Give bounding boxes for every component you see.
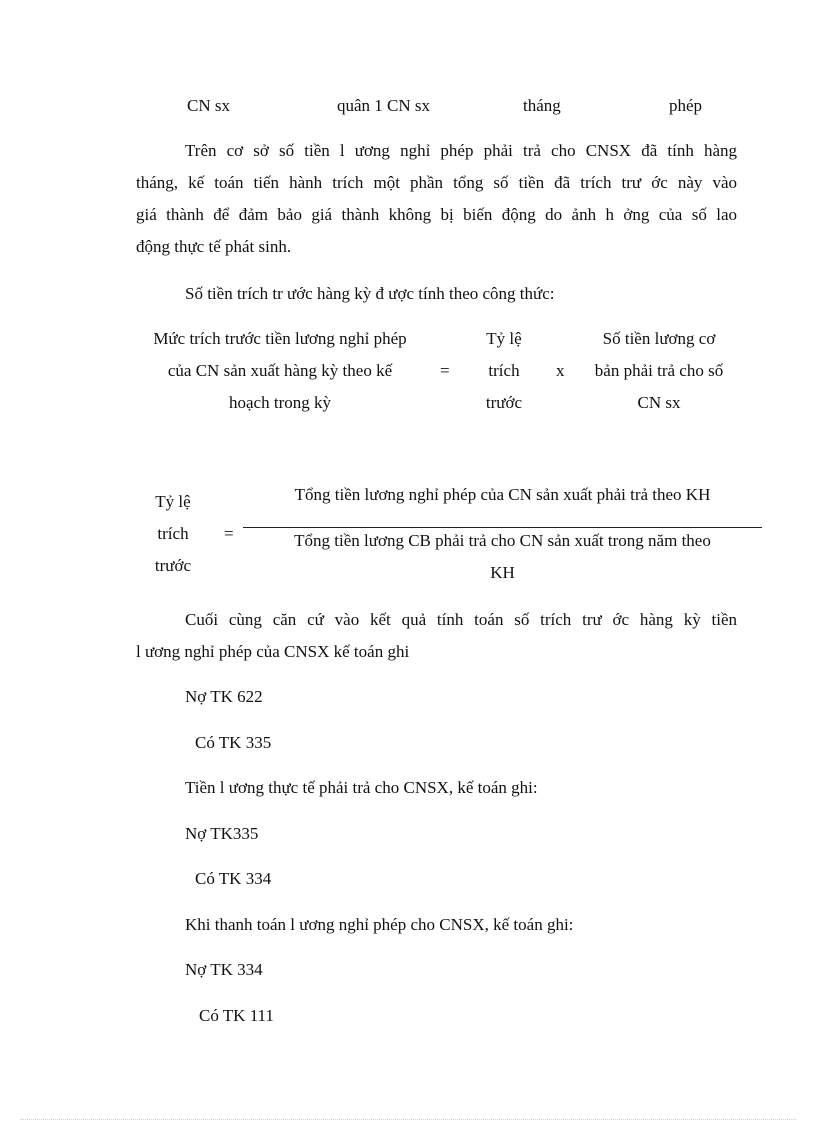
formula1-rate-line: Tỷ lệ — [486, 329, 522, 348]
formula2-left-line: Tỷ lệ — [155, 492, 191, 511]
formula1-equals-sign: = — [440, 361, 450, 380]
paragraph-line: l ương nghỉ phép của CNSX kế toán ghi — [136, 642, 410, 661]
formula-intro-text: Số tiền trích tr ước hàng kỳ đ ược tính theo công thức: — [185, 284, 555, 303]
formula1-left-line: của CN sản xuất hàng kỳ theo kế — [167, 361, 393, 380]
paragraph-conclusion — [136, 604, 737, 668]
entry-description: Tiền l ương thực tế phải trả cho CNSX, kế toán ghi: — [185, 778, 538, 797]
entry-credit-335: Có TK 335 — [195, 733, 272, 752]
formula1-left-line: Mức trích trước tiền lương nghỉ phép — [153, 329, 407, 348]
formula1-times-sign: x — [556, 361, 565, 380]
formula1-rate-line: trích — [488, 361, 520, 380]
formula1-right-line: bản phải trả cho số — [594, 361, 724, 380]
header-cell-phep: phép — [669, 96, 703, 115]
fraction-bar — [243, 527, 762, 528]
page-bottom-rule — [20, 1119, 796, 1120]
paragraph-line: tháng, kế toán tiến hành trích một phần tổng số tiền đã trích trư ớc này vào — [136, 173, 737, 192]
formula2-numerator: Tổng tiền lương nghỉ phép của CN sản xuất phải trả theo KH — [294, 485, 711, 504]
paragraph-line: Trên cơ sở số tiền l ương nghỉ phép phải trả cho CNSX đã tính hàng — [185, 141, 737, 160]
paragraph-line: giá thành để đảm bảo giá thành không bị biến động do ảnh h ởng của số lao — [136, 205, 737, 224]
formula1-left-line: hoạch trong kỳ — [229, 393, 331, 412]
formula2-left-line: trích — [157, 524, 189, 543]
entry-credit-334: Có TK 334 — [195, 869, 272, 888]
formula2-left-line: trước — [154, 556, 192, 575]
paragraph-line: Cuối cùng căn cứ vào kết quả tính toán số trích trư ớc hàng kỳ tiền — [185, 610, 737, 629]
header-cell-cn-sx: CN sx — [187, 96, 230, 115]
formula2-equals-sign: = — [224, 524, 234, 543]
formula2-denominator-line: KH — [490, 563, 515, 582]
header-cell-quan-cn-sx: quân 1 CN sx — [337, 96, 431, 115]
entry-debit-622: Nợ TK 622 — [185, 687, 263, 706]
formula1-right-line: Số tiền lương cơ — [602, 329, 716, 348]
formula1-rate-line: trước — [485, 393, 523, 412]
entry-credit-111: Có TK 111 — [199, 1006, 274, 1025]
formula1-right-line: CN sx — [637, 393, 681, 412]
paragraph-intro — [136, 135, 737, 263]
formula2-denominator-line: Tổng tiền lương CB phải trả cho CN sản xuất trong năm theo — [294, 531, 711, 550]
paragraph-line: động thực tế phát sinh. — [136, 237, 292, 256]
header-cell-thang: tháng — [523, 96, 561, 115]
entry-debit-335: Nợ TK335 — [185, 824, 259, 843]
entry-debit-334: Nợ TK 334 — [185, 960, 263, 979]
entry-description: Khi thanh toán l ương nghỉ phép cho CNSX, kế toán ghi: — [185, 915, 574, 934]
